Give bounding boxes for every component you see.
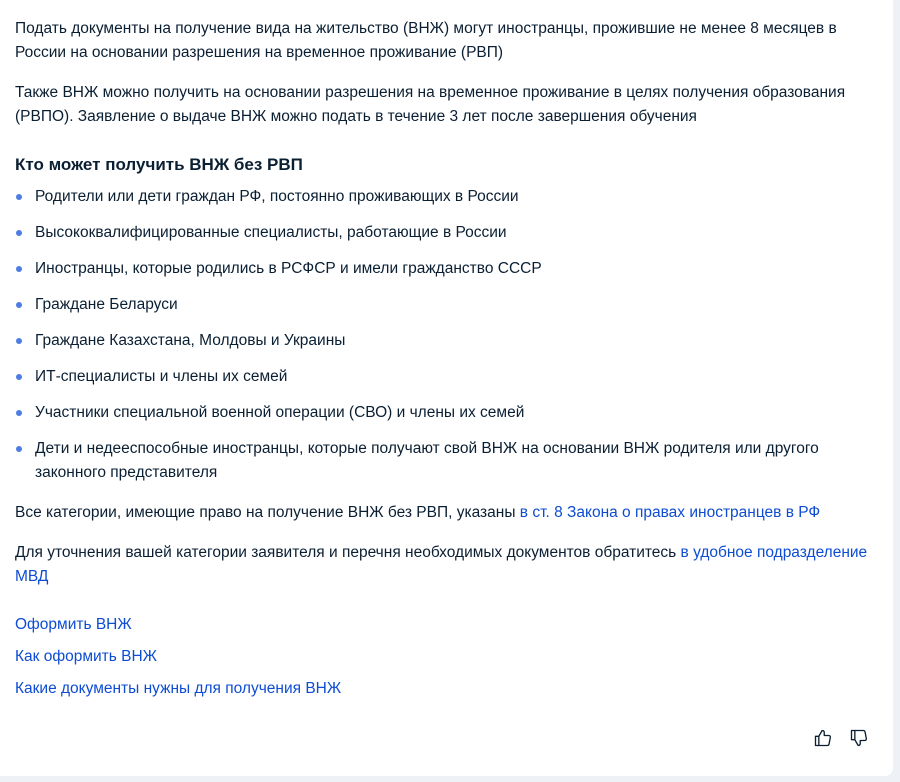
bullet-icon bbox=[16, 410, 22, 416]
list-item-text: Иностранцы, которые родились в РСФСР и имели гражданство СССР bbox=[35, 260, 542, 277]
list-item-text: Высококвалифицированные специалисты, работающие в России bbox=[35, 224, 507, 241]
bullet-icon bbox=[16, 230, 22, 236]
categories-text: Все категории, имеющие право на получение ВНЖ без РВП, указаны bbox=[15, 504, 520, 521]
apply-residence-permit-link[interactable]: Оформить ВНЖ bbox=[15, 616, 132, 633]
list-item bbox=[15, 257, 878, 281]
list-item-text: Участники специальной военной операции (СВО) и члены их семей bbox=[35, 404, 525, 421]
list-item bbox=[15, 221, 878, 245]
list-item bbox=[15, 185, 878, 209]
list-item bbox=[15, 329, 878, 353]
categories-paragraph bbox=[15, 501, 878, 525]
law-article-link[interactable]: в ст. 8 Закона о правах иностранцев в РФ bbox=[519, 504, 821, 521]
list-item-text: Дети и недееспособные иностранцы, которые получают свой ВНЖ на основании ВНЖ родителя или другого законного представителя bbox=[35, 440, 819, 481]
list-item-text: ИТ-специалисты и члены их семей bbox=[35, 368, 288, 385]
bullet-icon bbox=[16, 302, 22, 308]
intro-paragraph-1: Подать документы на получение вида на жительство (ВНЖ) могут иностранцы, прожившие не менее 8 месяцев в России на основании разрешения на временное проживание (РВП) bbox=[15, 20, 837, 61]
thumbs-down-icon bbox=[849, 728, 869, 748]
list-item bbox=[15, 365, 878, 389]
intro-paragraph-2: Также ВНЖ можно получить на основании разрешения на временное проживание в целях получения образования (РВПО). Заявление о выдаче ВНЖ можно подать в течение 3 лет после завершения обучения bbox=[15, 84, 846, 125]
like-button[interactable] bbox=[813, 727, 833, 749]
feedback-buttons bbox=[813, 727, 869, 749]
list-item-text: Родители или дети граждан РФ, постоянно проживающих в России bbox=[35, 188, 519, 205]
list-item bbox=[15, 401, 878, 425]
dislike-button[interactable] bbox=[849, 727, 869, 749]
list-item-text: Граждане Казахстана, Молдовы и Украины bbox=[35, 332, 346, 349]
clarify-paragraph bbox=[15, 541, 878, 589]
required-documents-link[interactable]: Какие документы нужны для получения ВНЖ bbox=[15, 680, 342, 697]
eligibility-list bbox=[15, 185, 878, 485]
clarify-text: Для уточнения вашей категории заявителя и перечня необходимых документов обратитесь bbox=[15, 544, 681, 561]
how-to-apply-link[interactable]: Как оформить ВНЖ bbox=[15, 648, 157, 665]
bullet-icon bbox=[16, 446, 22, 452]
bullet-icon bbox=[16, 374, 22, 380]
list-item bbox=[15, 293, 878, 317]
list-item-text: Граждане Беларуси bbox=[35, 296, 178, 313]
related-links bbox=[15, 613, 878, 701]
bullet-icon bbox=[16, 266, 22, 272]
mvd-office-link[interactable]: в удобное подразделение МВД bbox=[15, 544, 868, 585]
bullet-icon bbox=[16, 194, 22, 200]
thumbs-up-icon bbox=[813, 728, 833, 748]
section-heading: Кто может получить ВНЖ без РВП bbox=[15, 155, 303, 174]
list-item bbox=[15, 437, 878, 485]
bullet-icon bbox=[16, 338, 22, 344]
